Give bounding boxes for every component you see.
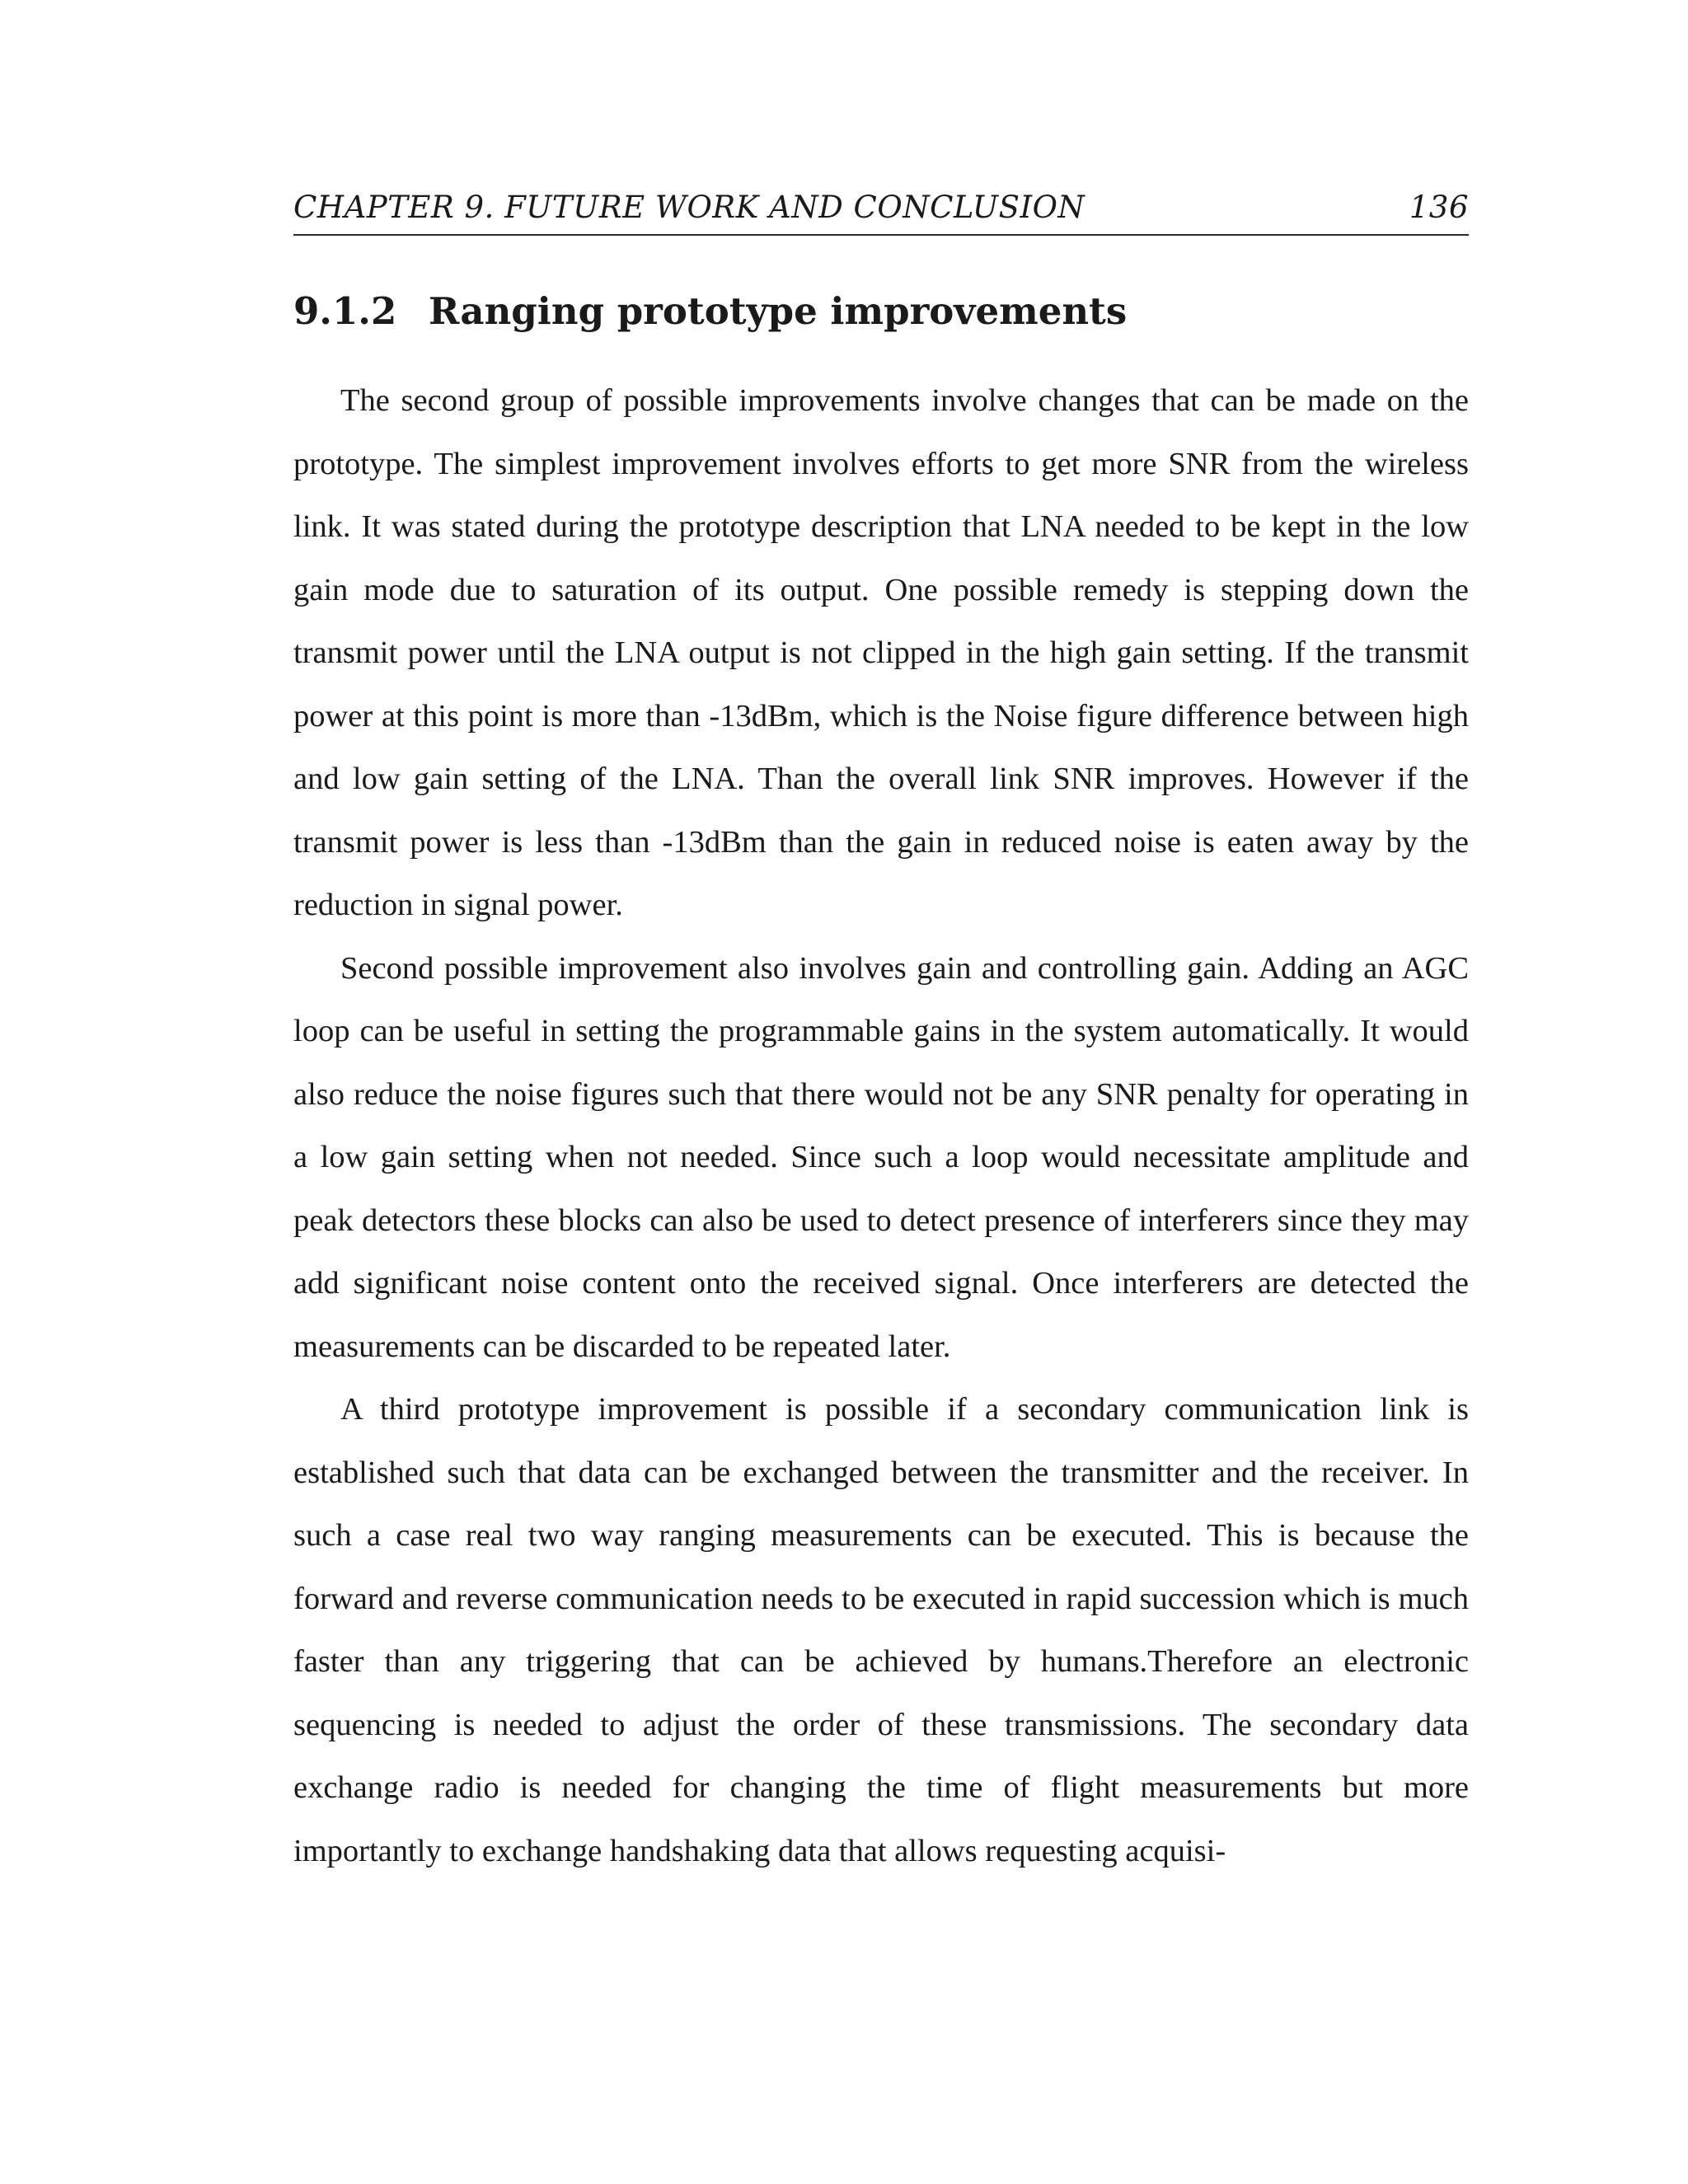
paragraph-1: The second group of possible improvements involve changes that can be made on the prototype. The simplest improvement involves efforts to get more SNR from the wireless link. It was stated during the prototype description that LNA needed to be kept in the low gain mode due to saturation of its output. One possible remedy is stepping down the transmit power until the LNA output is not clipped in the high gain setting. If the transmit power at this point is more than -13dBm, which is the Noise figure difference between high and low gain setting of the LNA. Than the overall link SNR improves. However if the transmit power is less than -13dBm than the gain in reduced noise is eaten away by the reduction in signal power. xyxy=(293,383,1469,922)
section-title: Ranging prototype improvements xyxy=(429,289,1128,333)
running-header xyxy=(293,190,1469,236)
document-page xyxy=(293,190,1469,1882)
section-number: 9.1.2 xyxy=(293,289,397,333)
page-number: 136 xyxy=(1409,190,1469,225)
chapter-title: CHAPTER 9. FUTURE WORK AND CONCLUSION xyxy=(293,190,1085,225)
body-text xyxy=(293,369,1469,1882)
paragraph-2: Second possible improvement also involves gain and controlling gain. Adding an AGC loop can be useful in setting the programmable gains in the system automatically. It would also reduce the noise figures such that there would not be any SNR penalty for operating in a low gain setting when not needed. Since such a loop would necessitate amplitude and peak detectors these blocks can also be used to detect presence of interferers since they may add significant noise content onto the received signal. Once interferers are detected the measurements can be discarded to be repeated later. xyxy=(293,950,1469,1364)
paragraph-3: A third prototype improvement is possible if a secondary communication link is established such that data can be exchanged between the transmitter and the receiver. In such a case real two way ranging measurements can be executed. This is because the forward and reverse communication needs to be executed in rapid succession which is much faster than any triggering that can be achieved by humans.Therefore an electronic sequencing is needed to adjust the order of these transmissions. The secondary data exchange radio is needed for changing the time of flight measurements but more importantly to exchange handshaking data that allows requesting acquisi- xyxy=(293,1392,1469,1868)
section-heading xyxy=(293,287,1469,336)
